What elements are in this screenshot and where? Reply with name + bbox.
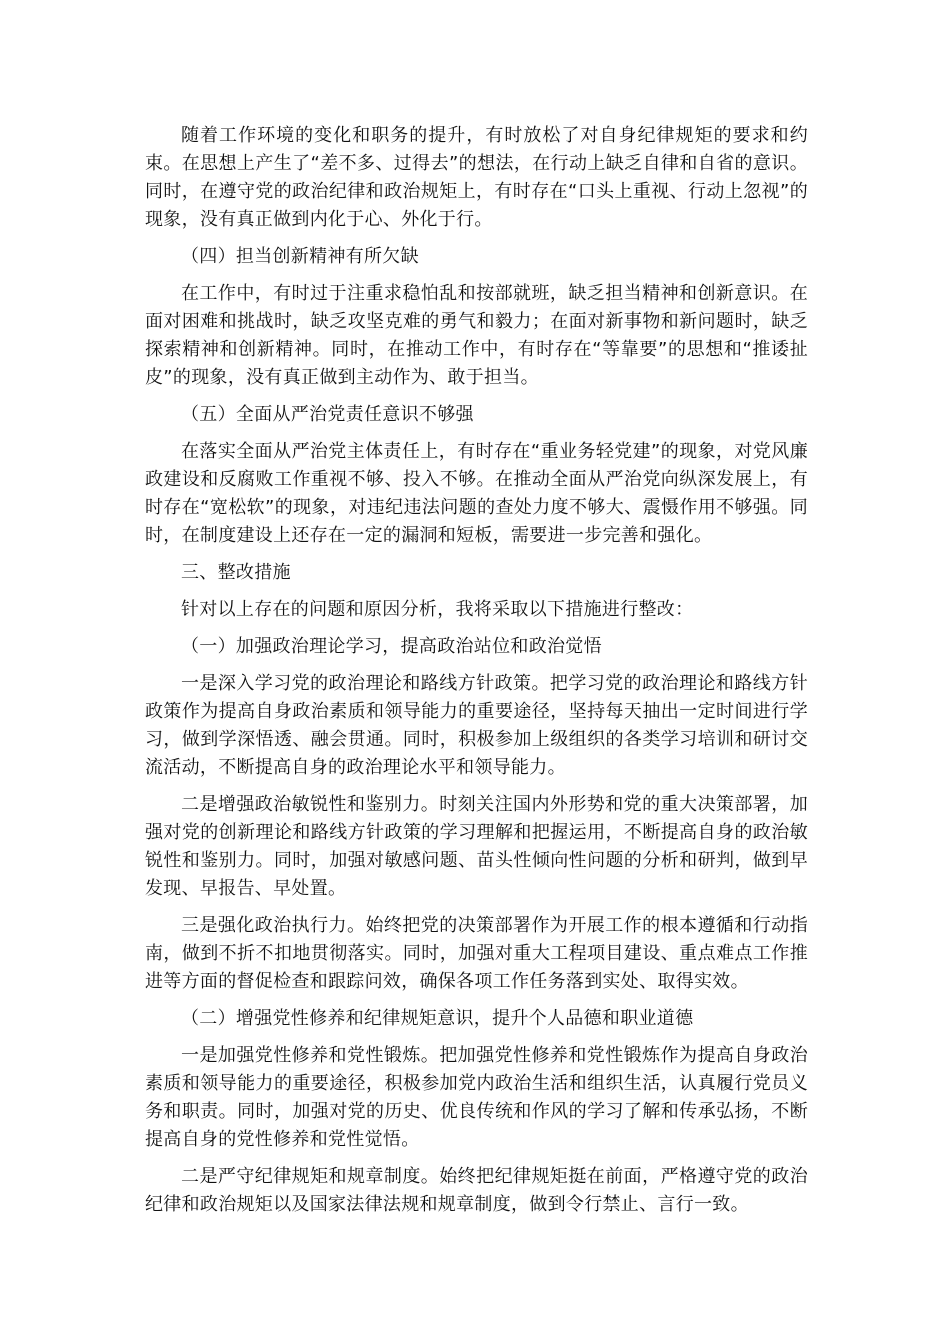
paragraph: 针对以上存在的问题和原因分析，我将采取以下措施进行整改： — [181, 599, 694, 620]
paragraph: 二是增强政治敏锐性和鉴别力。时刻关注国内外形势和党的重大决策部署，加强对党的创新理论和路线方针政策的学习理解和把握运用，不断提高自身的政治敏锐性和鉴别力。同时，加强对敏感问题、苗头性倾向性问题的分析和研判，做到早发现、早报告、早处置。 — [145, 794, 808, 899]
paragraph: 三是强化政治执行力。始终把党的决策部署作为开展工作的根本遵循和行动指南，做到不折不扣地贯彻落实。同时，加强对重大工程项目建设、重点难点工作推进等方面的督促检查和跟踪问效，确保各项工作任务落到实处、取得实效。 — [145, 915, 808, 992]
paragraph: 一是加强党性修养和党性锻炼。把加强党性修养和党性锻炼作为提高自身政治素质和领导能力的重要途径，积极参加党内政治生活和组织生活，认真履行党员义务和职责。同时，加强对党的历史、优良传统和作风的学习了解和传承弘扬，不断提高自身的党性修养和党性觉悟。 — [145, 1045, 808, 1150]
section-heading: （五）全面从严治党责任意识不够强 — [181, 404, 474, 425]
paragraph: 随着工作环境的变化和职务的提升，有时放松了对自身纪律规矩的要求和约束。在思想上产生了“差不多、过得去”的想法，在行动上缺乏自律和自省的意识。同时，在遵守党的政治纪律和政治规矩上，有时存在“口头上重视、行动上忽视”的现象，没有真正做到内化于心、外化于行。 — [145, 125, 808, 230]
section-heading: （四）担当创新精神有所欠缺 — [181, 246, 419, 267]
document-body — [145, 122, 808, 1228]
paragraph: 一是深入学习党的政治理论和路线方针政策。把学习党的政治理论和路线方针政策作为提高自身政治素质和领导能力的重要途径，坚持每天抽出一定时间进行学习，做到学深悟透、融会贯通。同时，积极参加上级组织的各类学习培训和研讨交流活动，不断提高自身的政治理论水平和领导能力。 — [145, 673, 808, 778]
section-heading: 三、整改措施 — [181, 562, 291, 583]
section-heading: （一）加强政治理论学习，提高政治站位和政治觉悟 — [181, 636, 602, 657]
paragraph: 在落实全面从严治党主体责任上，有时存在“重业务轻党建”的现象，对党风廉政建设和反腐败工作重视不够、投入不够。在推动全面从严治党向纵深发展上，有时存在“宽松软”的现象，对违纪违法问题的查处力度不够大、震慑作用不够强。同时，在制度建设上还存在一定的漏洞和短板，需要进一步完善和强化。 — [145, 441, 808, 546]
section-heading: （二）增强党性修养和纪律规矩意识，提升个人品德和职业道德 — [181, 1008, 694, 1029]
paragraph: 在工作中，有时过于注重求稳怕乱和按部就班，缺乏担当精神和创新意识。在面对困难和挑战时，缺乏攻坚克难的勇气和毅力；在面对新事物和新问题时，缺乏探索精神和创新精神。同时，在推动工作中，有时存在“等靠要”的思想和“推诿扯皮”的现象，没有真正做到主动作为、敢于担当。 — [145, 283, 808, 388]
paragraph: 二是严守纪律规矩和规章制度。始终把纪律规矩挺在前面，严格遵守党的政治纪律和政治规矩以及国家法律法规和规章制度，做到令行禁止、言行一致。 — [145, 1166, 808, 1215]
